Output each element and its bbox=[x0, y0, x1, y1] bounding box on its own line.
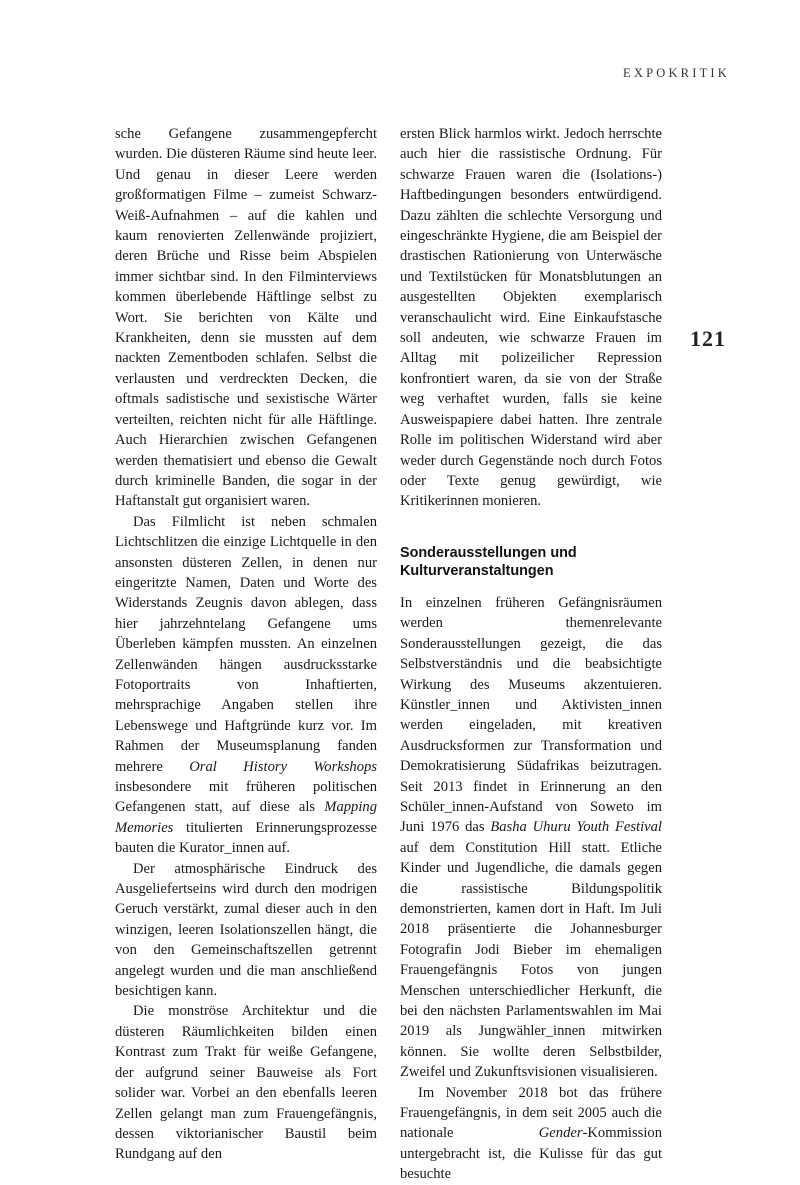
page-number: 121 bbox=[690, 326, 726, 351]
paragraph: ersten Blick harmlos wirkt. Jedoch herrschte auch hier die rassistische Ordnung. Für schwarze Frauen waren die (Isolations-) Haftbedingungen besonders entwürdigend. Dazu zählten die schlechte Versorgung und eingeschränkte Hygiene, die am Beispiel der drastischen Rationierung von Unterwäsche und Textilstücken für Monatsblutungen an ausgestellten Objekten exemplarisch veranschaulicht wird. Eine Einkaufstasche soll andeuten, wie schwarze Frauen im Alltag mit polizeilicher Repression konfrontiert waren, da sie von der Straße weg verhaftet wurden, falls sie keine Ausweispapiere dabei hatten. Ihre zentrale Rolle im politischen Widerstand wird aber weder durch Gegenstände noch durch Fotos oder Texte genug gewürdigt, wie Kritikerinnen monieren. bbox=[400, 126, 662, 510]
running-header: EXPOKRITIK bbox=[623, 66, 730, 80]
paragraph bbox=[400, 593, 662, 1083]
paragraph: Der atmosphärische Eindruck des Ausgeliefertseins wird durch den modrigen Geruch verstärkt, zumal dieser auch in den winzigen, leeren Isolationszellen hängt, die von den Gemeinschaftszellen getrennt angelegt wurden und die man anschließend besichtigen kann. bbox=[115, 860, 377, 1000]
text-run: Im November 2018 bot das frühere Frauengefängnis, in dem seit 2005 auch die nationale bbox=[400, 1084, 662, 1142]
left-column bbox=[115, 124, 377, 1165]
emphasis: Mapping Memories bbox=[115, 799, 377, 836]
text-run: insbesondere mit früheren politischen Gefangenen statt, auf diese als bbox=[115, 779, 377, 816]
emphasis: Oral History Workshops bbox=[189, 758, 378, 775]
paragraph: Die monströse Architektur und die düsteren Räumlichkeiten bilden einen Kontrast zum Trakt für weiße Gefangene, der aufgrund seiner Bauweise als Fort solider war. Vorbei an den ebenfalls leeren Zellen gelangt man zum Frauengefängnis, dessen viktorianischer Baustil beim Rundgang auf den bbox=[115, 1003, 377, 1163]
section-heading: Sonderausstellungen und Kulturveranstaltungen bbox=[400, 544, 577, 580]
paragraph bbox=[115, 512, 377, 859]
right-column bbox=[400, 124, 662, 1185]
paragraph bbox=[400, 1083, 662, 1185]
paragraph: sche Gefangene zusammengepfercht wurden. Die düsteren Räume sind heute leer. Und genau in dieser Leere werden großformatigen Filme – zumeist Schwarz-Weiß-Aufnahmen – auf die kahlen und kaum renovierten Zellenwände projiziert, deren Brüche und Risse beim Abspielen immer sichtbar sind. In den Filminterviews kommen überlebende Häftlinge selbst zu Wort. Sie berichten von Kälte und Krankheiten, denn sie mussten auf dem nackten Zementboden schlafen. Selbst die verlausten und verdreckten Decken, die oftmals sadistische und sexistische Wärter verteilten, reichten nicht für alle Häftlinge. Auch Hierarchien zwischen Gefangenen werden thematisiert und ebenso die Gewalt durch kriminelle Banden, die sogar in der Haftanstalt gut organisiert waren. bbox=[115, 126, 377, 510]
text-run: titulierten Erinnerungsprozesse bauten die Kurator_innen auf. bbox=[115, 819, 377, 857]
text-run: In einzelnen früheren Gefängnisräumen werden themenrelevante Sonderausstellungen gezeigt, die das Selbstverständnis und die beabsichtigte Wirkung des Museums akzentuieren. Künstler_innen und Aktivisten_innen werden eingeladen, mit kreativen Ausdrucksformen zur Transformation und Demokratisierung Südafrikas beizutragen. Seit 2013 findet in Erinnerung an den Schüler_innen-Aufstand von Soweto im Juni 1976 das bbox=[400, 594, 662, 836]
text-run: Das Filmlicht ist neben schmalen Lichtschlitzen die einzige Lichtquelle in den ansonsten düsteren Zellen, in denen nur eingeritzte Namen, Daten und Worte des Widerstands Zeugnis davon ablegen, dass hier jahrzehntelang Gefangene ums Überleben kämpfen mussten. An einzelnen Zellenwänden hängen ausdrucksstarke Fotoportraits von Inhaftierten, mehrsprachige Angaben stellen ihre Lebenswege und Haftgründe kurz vor. Im Rahmen der Museumsplanung fanden mehrere bbox=[115, 513, 377, 775]
text-run: auf dem Constitution Hill statt. Etliche Kinder und Jugendliche, die damals gegen die rassistische Bildungspolitik demonstrierten, kamen dort in Haft. Im Juli 2018 präsentierte die Johannesburger Fotografin Jodi Bieber im ehemaligen Frauengefängnis Fotos von jungen Menschen unterschiedlicher Herkunft, die bei den nächsten Parlamentswahlen im Mai 2019 als Jungwähler_innen mitwirken können. Sie wollte deren Selbstbilder, Zweifel und Zukunftsvisionen visualisieren. bbox=[400, 839, 662, 1081]
text-run: -Kommission untergebracht ist, die Kulisse für das gut besuchte bbox=[400, 1125, 662, 1183]
emphasis: Basha Uhuru Youth Festival bbox=[490, 819, 662, 836]
emphasis: Gender bbox=[538, 1125, 583, 1142]
